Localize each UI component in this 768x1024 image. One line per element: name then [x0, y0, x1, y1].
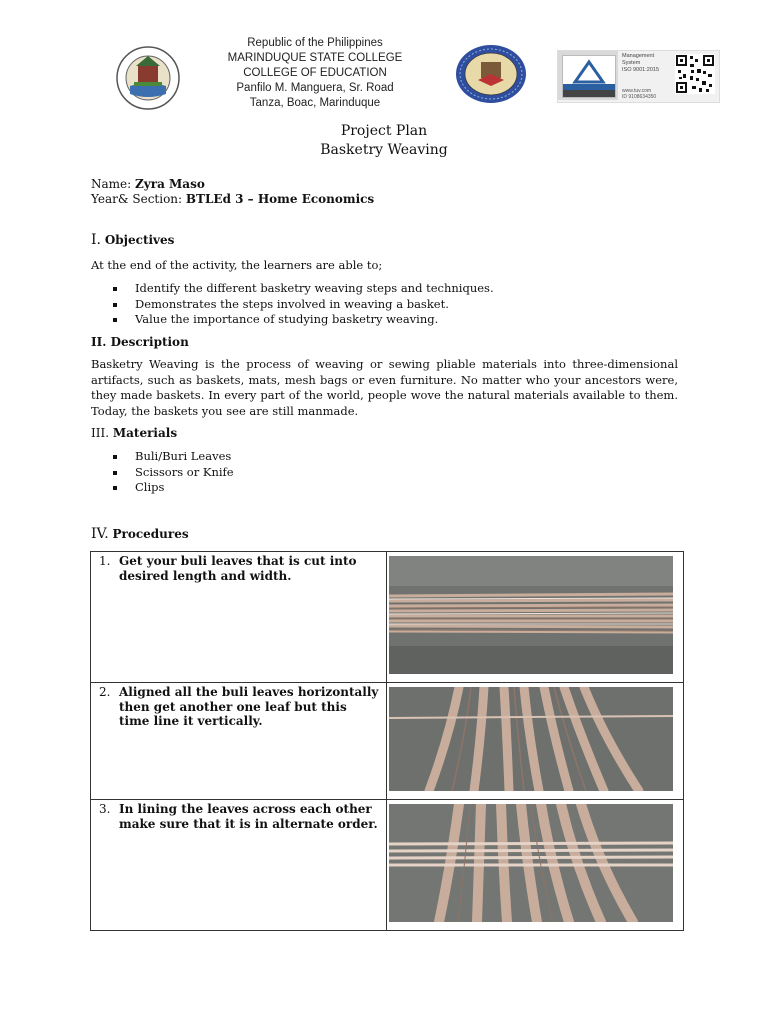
objectives-heading [91, 232, 174, 248]
list-item: Scissors or Knife [110, 465, 234, 481]
step-cell [91, 552, 387, 683]
objectives-title: Objectives [104, 233, 175, 247]
document-title: Project Plan [340, 123, 428, 139]
procedures-table [90, 551, 684, 931]
tuv-logo [558, 51, 618, 100]
step-number: 2. [99, 685, 111, 699]
marinduque-state-college-seal [116, 44, 180, 112]
header-line-college: MARINDUQUE STATE COLLEGE [227, 52, 403, 64]
list-item: Buli/Buri Leaves [110, 449, 234, 465]
step-number: 3. [99, 802, 111, 816]
materials-number: III. [91, 426, 110, 440]
photo-alternate-weave [389, 804, 673, 922]
materials-list [110, 449, 234, 496]
materials-title: Materials [112, 426, 178, 440]
photo-buli-leaves-strips [389, 556, 673, 674]
step-text: Aligned all the buli leaves horizontally then get another one leaf but this time line it vertically. [119, 685, 379, 728]
college-of-education-seal [454, 44, 528, 104]
photo-cell [387, 552, 684, 683]
header-line-town: Tanza, Boac, Marinduque [249, 97, 381, 109]
cert-id: ID 9108634350 [622, 94, 657, 100]
procedures-heading [91, 526, 189, 542]
objectives-intro: At the end of the activity, the learners are able to; [91, 258, 383, 272]
iso-certification-badge [557, 50, 720, 103]
header-line-republic: Republic of the Philippines [247, 37, 383, 49]
photo-cell [387, 800, 684, 931]
tuv-triangle-icon [563, 56, 615, 97]
step-cell [91, 800, 387, 931]
certification-details [622, 53, 678, 74]
section-label: Year& Section: [91, 192, 183, 206]
step-cell [91, 683, 387, 800]
description-title: II. Description [91, 335, 189, 349]
list-item: Identify the different basketry weaving steps and techniques. [110, 281, 494, 297]
table-row [91, 552, 684, 683]
procedures-title: Procedures [112, 527, 189, 541]
document-subtitle: Basketry Weaving [320, 142, 448, 158]
list-item: Value the importance of studying basketry weaving. [110, 312, 494, 328]
list-item: Clips [110, 480, 234, 496]
institution-header [200, 36, 430, 111]
description-heading [91, 335, 189, 349]
cert-line-1: Management [622, 53, 655, 59]
qr-code-icon [675, 54, 715, 94]
table-row [91, 683, 684, 800]
objectives-list [110, 281, 494, 328]
description-text: Basketry Weaving is the process of weaving or sewing pliable materials into three-dimensional artifacts, such as baskets, mats, mesh bags or even furniture. No matter who your ancestors were, they made baskets. In every part of the world, people wove the natural materials available to them. Today, the baskets you see are still manmade. [91, 357, 678, 418]
step-number: 1. [99, 554, 111, 568]
cert-url: www.tuv.com [622, 88, 652, 94]
photo-cell [387, 683, 684, 800]
table-row [91, 800, 684, 931]
cert-line-2: System [622, 60, 641, 66]
name-label: Name: [91, 177, 132, 191]
student-name [91, 177, 205, 191]
name-value: Zyra Maso [135, 177, 205, 191]
section-value: BTLEd 3 – Home Economics [185, 192, 375, 206]
certification-url [622, 88, 656, 100]
header-line-department: COLLEGE OF EDUCATION [243, 67, 387, 79]
header-line-road: Panfilo M. Manguera, Sr. Road [236, 82, 394, 94]
procedures-number: IV. [91, 526, 109, 542]
photo-aligned-leaves [389, 687, 673, 791]
cert-line-3: ISO 9001:2015 [622, 67, 660, 73]
step-text: Get your buli leaves that is cut into desired length and width. [119, 554, 357, 583]
list-item: Demonstrates the steps involved in weaving a basket. [110, 297, 494, 313]
materials-heading [91, 426, 177, 440]
year-section [91, 192, 374, 206]
step-text: In lining the leaves across each other make sure that it is in alternate order. [119, 802, 378, 831]
objectives-number: I. [91, 232, 101, 248]
